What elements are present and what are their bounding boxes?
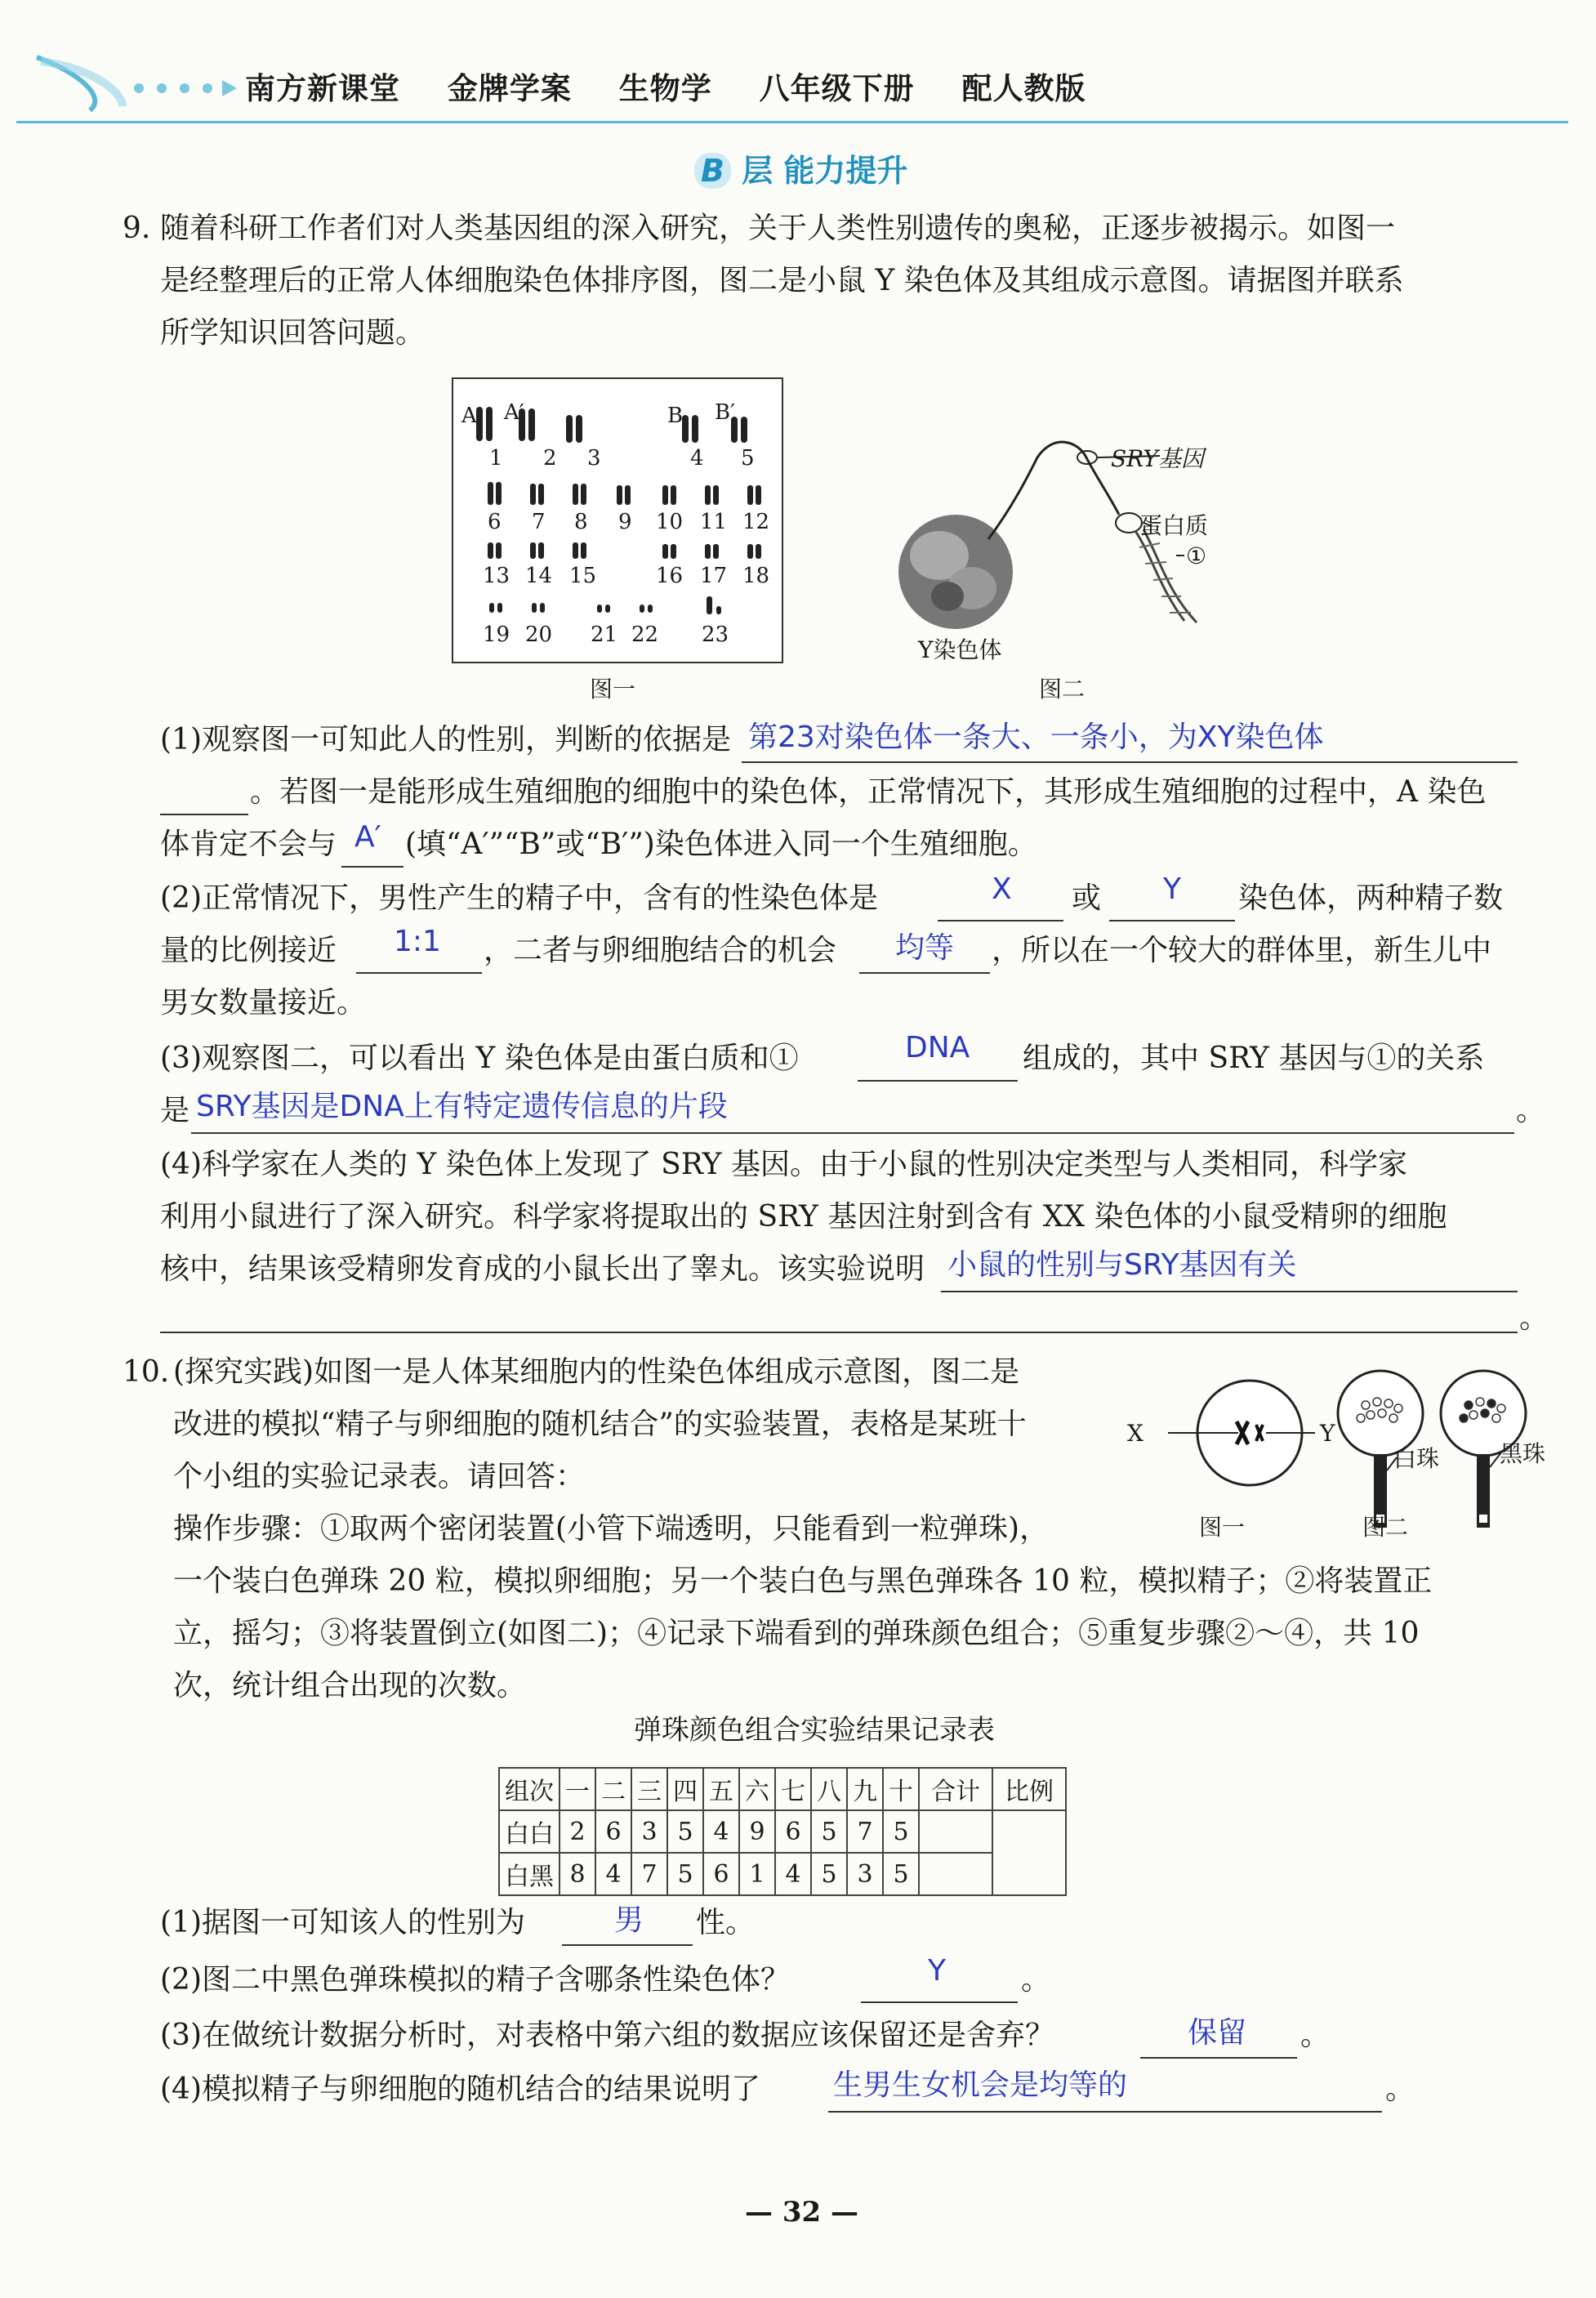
chrom-num-11: 11 (700, 510, 728, 534)
q10-line-1: (探究实践)如图一是人体某细胞内的性染色体组成示意图，图二是 (173, 1355, 1020, 1389)
q9-line-2: 是经整理后的正常人体细胞染色体排序图，图二是小鼠 Y 染色体及其组成示意图。请据图并联系 (160, 264, 1404, 297)
chrom-num-13: 13 (483, 564, 510, 588)
table-header: 六 (739, 1768, 775, 1810)
q9-p1-text-b: 。若图一是能形成生殖细胞的细胞中的染色体，正常情况下，其形成生殖细胞的过程中，A 染色 (250, 775, 1487, 809)
marker-a: A (461, 404, 477, 428)
table-cell: 3 (631, 1810, 667, 1853)
q9-p2-text-a: (2)正常情况下，男性产生的精子中，含有的性染色体是 (160, 881, 878, 915)
q9-p3-blank-a (858, 1080, 1018, 1082)
table-header: 五 (703, 1768, 739, 1810)
q10-p3-blank (1140, 2057, 1297, 2059)
q10-p3-answer: 保留 (1188, 2016, 1247, 2050)
q9-p4-line-1: (4)科学家在人类的 Y 染色体上发现了 SRY 基因。由于小鼠的性别决定类型与人类相同，科学家 (160, 1148, 1407, 1181)
q9-p2-answer-d: 1:1 (394, 925, 441, 958)
table-cell: 4 (703, 1810, 739, 1853)
table-cell: 4 (595, 1853, 631, 1895)
header-rule (16, 121, 1568, 123)
table-cell: 6 (595, 1810, 631, 1853)
chrom-num-19: 19 (483, 622, 510, 647)
table-header: 七 (775, 1768, 811, 1810)
q9-p4-end: 。 (1519, 1301, 1549, 1335)
q9-p2-text-d: 量的比例接近 (160, 934, 337, 967)
table-header-row (499, 1768, 1066, 1810)
q9-p1-text-a: (1)观察图一可知此人的性别，判断的依据是 (160, 723, 731, 756)
q10-fig2-caption: 图二 (1362, 1514, 1409, 1541)
table-cell: 7 (631, 1853, 667, 1895)
table-cell: 7 (847, 1810, 883, 1853)
chrom-num-21: 21 (591, 622, 618, 647)
chrom-num-1: 1 (489, 446, 503, 471)
q10-fig1-caption: 图一 (1199, 1514, 1246, 1541)
q10-fig-label-white: 白珠 (1393, 1445, 1440, 1472)
table-title: 弹珠颜色组合实验结果记录表 (634, 1714, 995, 1747)
table-cell-total (919, 1853, 992, 1895)
q9-p3-text-d: 。 (1516, 1094, 1546, 1127)
q9-p2-text-b: 或 (1072, 881, 1102, 915)
q10-p1-blank (562, 1944, 693, 1946)
q9-p4-blank-cont (160, 1332, 1518, 1333)
q10-p1-answer: 男 (614, 1903, 644, 1937)
header-grade: 八年级下册 (759, 71, 915, 106)
q9-p2-text-f: ，所以在一个较大的群体里，新生儿中 (992, 934, 1492, 967)
row-label: 白白 (499, 1810, 559, 1853)
chrom-num-16: 16 (656, 564, 684, 588)
table-header: 一 (559, 1768, 595, 1810)
results-table (498, 1767, 1067, 1896)
q10-line-5: 一个装白色弹珠 20 粒，模拟卵细胞；另一个装白色与黑色弹珠各 10 粒，模拟精子；②将装置正 (173, 1564, 1433, 1598)
chrom-num-5: 5 (741, 446, 755, 471)
table-header: 十 (883, 1768, 919, 1810)
q10-fig-label-x: X (1127, 1420, 1144, 1447)
q9-p1-answer-c: A′ (354, 820, 381, 854)
q9-p2-answer-e: 均等 (895, 931, 955, 965)
q9-p2-blank-d (356, 972, 482, 974)
table-cell: 6 (703, 1853, 739, 1895)
q10-fig-label-y: Y (1320, 1420, 1335, 1447)
q9-p1-blank-a-cont (160, 814, 248, 815)
chrom-num-22: 22 (631, 622, 659, 647)
q10-line-3: 个小组的实验记录表。请回答： (173, 1460, 586, 1493)
q10-line-4: 操作步骤：①取两个密闭装置(小管下端透明，只能看到一粒弹珠)， (173, 1512, 1050, 1546)
q10-figures (1152, 1356, 1544, 1536)
q10-p2-answer: Y (928, 1954, 946, 1988)
marker-b-prime: B′ (715, 400, 736, 425)
chrom-num-2: 2 (543, 446, 557, 471)
q10-p2-text-a: (2)图二中黑色弹珠模拟的精子含哪条性染色体？ (160, 1963, 790, 1997)
table-row (499, 1853, 1066, 1895)
q9-p1-blank-a (742, 761, 1518, 763)
table-cell: 5 (883, 1810, 919, 1853)
q9-p2-blank-b (1109, 920, 1235, 921)
q9-line-3: 所学知识回答问题。 (160, 316, 426, 350)
q10-fig-label-black: 黑珠 (1500, 1440, 1546, 1467)
chrom-num-18: 18 (742, 564, 770, 588)
table-cell: 1 (739, 1853, 775, 1895)
q9-p1-text-c: 体肯定不会与 (160, 828, 337, 861)
marker-a-prime: A′ (504, 400, 524, 425)
q9-line-1: 随着科研工作者们对人类基因组的深入研究，关于人类性别遗传的奥秘，正逐步被揭示。如图一 (160, 212, 1396, 245)
q9-p3-answer-c: SRY基因是DNA上有特定遗传信息的片段 (196, 1090, 728, 1123)
table-header: 八 (811, 1768, 847, 1810)
q9-p4-answer: 小鼠的性别与SRY基因有关 (947, 1248, 1297, 1282)
q10-line-2: 改进的模拟“精子与卵细胞的随机结合”的实验装置，表格是某班十 (173, 1408, 1027, 1441)
chrom-num-14: 14 (525, 564, 553, 588)
table-cell: 3 (847, 1853, 883, 1895)
q9-number: 9. (123, 212, 151, 245)
q9-p3-text-c: 是 (160, 1094, 190, 1127)
label-protein: 蛋白质 (1139, 512, 1209, 539)
q9-p2-text-c: 染色体，两种精子数 (1238, 881, 1504, 915)
table-header: 组次 (499, 1768, 559, 1810)
chrom-num-9: 9 (618, 510, 632, 534)
q9-p2-blank-e (859, 972, 990, 974)
table-header: 比例 (992, 1768, 1066, 1810)
chrom-num-12: 12 (742, 510, 770, 534)
table-cell-total (919, 1810, 992, 1853)
q10-p2-text-b: 。 (1021, 1963, 1051, 1997)
chrom-num-3: 3 (587, 446, 601, 471)
table-header: 三 (631, 1768, 667, 1810)
table-cell: 5 (667, 1853, 703, 1895)
table-cell: 8 (559, 1853, 595, 1895)
table-cell: 6 (775, 1810, 811, 1853)
table-cell: 9 (739, 1810, 775, 1853)
q10-p4-text-b: 。 (1385, 2073, 1415, 2106)
q9-p3-blank-c (191, 1132, 1514, 1134)
fig1-caption: 图一 (590, 676, 636, 703)
q9-p3-answer-a: DNA (905, 1031, 970, 1064)
table-row (499, 1810, 1066, 1853)
header-publisher: 南方新课堂 (245, 71, 400, 106)
chrom-num-10: 10 (656, 510, 684, 534)
q9-p4-blank (941, 1291, 1518, 1292)
q9-p2-text-e: ，二者与卵细胞结合的机会 (484, 934, 837, 967)
chrom-num-20: 20 (525, 622, 553, 647)
q10-p1-text-a: (1)据图一可知该人的性别为 (160, 1906, 525, 1939)
header-edition: 配人教版 (961, 71, 1086, 106)
q10-p4-blank (828, 2111, 1382, 2113)
karyotype-figure (452, 377, 783, 663)
page-number: — 32 — (745, 2196, 858, 2229)
label-sry-gene: SRY基因 (1111, 445, 1204, 472)
q10-p2-blank (861, 2001, 1018, 2003)
table-cell: 2 (559, 1810, 595, 1853)
marker-b: B (667, 404, 684, 428)
q10-line-7: 次，统计组合出现的次数。 (173, 1669, 527, 1702)
section-heading (694, 145, 907, 190)
table-cell-ratio (992, 1810, 1066, 1895)
table-cell: 5 (883, 1853, 919, 1895)
q9-p1-answer-a: 第23对染色体一条大、一条小，为XY染色体 (748, 721, 1324, 754)
section-letter: B (694, 153, 731, 189)
q10-p1-text-b: 性。 (696, 1906, 756, 1939)
table-cell: 5 (667, 1810, 703, 1853)
chrom-num-4: 4 (690, 446, 704, 471)
q9-p4-line-3: 核中，结果该受精卵发育成的小鼠长出了睾丸。该实验说明 (160, 1252, 925, 1286)
q9-p1-text-d: (填“A′”“B”或“B′”)染色体进入同一个生殖细胞。 (405, 828, 1037, 861)
fig2-caption: 图二 (1039, 676, 1086, 703)
row-label: 白黑 (499, 1853, 559, 1895)
table-cell: 4 (775, 1853, 811, 1895)
chrom-num-17: 17 (700, 564, 728, 588)
q9-p1-blank-c (341, 866, 403, 868)
chrom-num-15: 15 (569, 564, 597, 588)
q10-p4-answer: 生男生女机会是均等的 (833, 2068, 1128, 2102)
label-circle-1: ① (1186, 542, 1207, 569)
chrom-num-6: 6 (488, 510, 502, 534)
section-title: 层 能力提升 (742, 153, 908, 189)
q10-p3-text-b: 。 (1300, 2019, 1331, 2052)
chrom-num-23: 23 (702, 622, 729, 647)
header-bar (245, 64, 1122, 108)
header-decoration (33, 49, 245, 114)
q10-number: 10. (123, 1355, 170, 1389)
table-header: 九 (847, 1768, 883, 1810)
table-header: 四 (667, 1768, 703, 1810)
chrom-num-8: 8 (574, 510, 588, 534)
q10-line-6: 立，摇匀；③将装置倒立(如图二)；④记录下端看到的弹珠颜色组合；⑤重复步骤②～④，共 10 (173, 1617, 1420, 1650)
label-y-chromosome: Y染色体 (918, 636, 1002, 663)
q10-p3-text-a: (3)在做统计数据分析时，对表格中第六组的数据应该保留还是舍弃？ (160, 2019, 1054, 2052)
q9-p4-line-2: 利用小鼠进行了深入研究。科学家将提取出的 SRY 基因注射到含有 XX 染色体的小鼠受精卵的细胞 (160, 1200, 1447, 1234)
header-series: 金牌学案 (447, 71, 572, 106)
q9-p2-answer-a: X (992, 872, 1012, 906)
table-cell: 5 (811, 1810, 847, 1853)
q9-p2-text-g: 男女数量接近。 (160, 986, 367, 1020)
table-cell: 5 (811, 1853, 847, 1895)
q9-p3-text-b: 组成的，其中 SRY 基因与①的关系 (1023, 1042, 1485, 1075)
q9-p2-answer-b: Y (1163, 872, 1181, 906)
table-header: 合计 (919, 1768, 992, 1810)
chrom-num-7: 7 (532, 510, 546, 534)
q9-p3-text-a: (3)观察图二，可以看出 Y 染色体是由蛋白质和① (160, 1042, 799, 1075)
q9-p2-blank-a (938, 920, 1063, 921)
header-subject: 生物学 (618, 71, 712, 106)
q10-p4-text-a: (4)模拟精子与卵细胞的随机结合的结果说明了 (160, 2073, 760, 2106)
table-header: 二 (595, 1768, 631, 1810)
